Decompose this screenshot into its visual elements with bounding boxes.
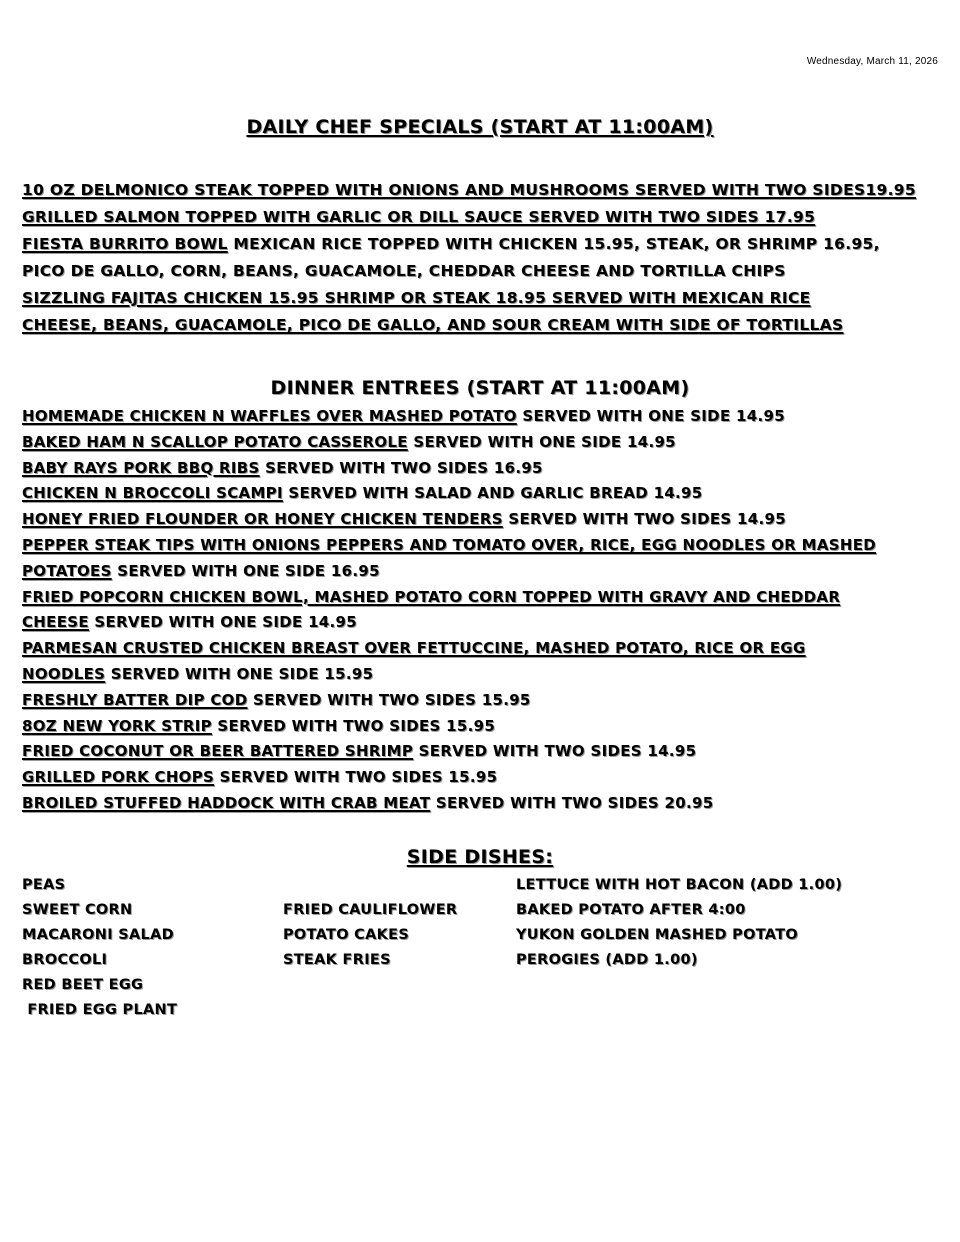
- list-item: HOMEMADE CHICKEN N WAFFLES OVER MASHED POTATO SERVED WITH ONE SIDE 14.95: [22, 407, 785, 425]
- list-item: PARMESAN CRUSTED CHICKEN BREAST OVER FETTUCCINE, MASHED POTATO, RICE OR EGG: [22, 639, 806, 658]
- list-item: MACARONI SALAD: [22, 927, 174, 943]
- specials-list: [22, 177, 938, 339]
- list-item: SWEET CORN: [22, 902, 133, 918]
- list-item: SIZZLING FAJITAS CHICKEN 15.95 SHRIMP OR STEAK 18.95 SERVED WITH MEXICAN RICE: [22, 289, 811, 307]
- list-item: BROILED STUFFED HADDOCK WITH CRAB MEAT SERVED WITH TWO SIDES 20.95: [22, 793, 714, 812]
- list-item: YUKON GOLDEN MASHED POTATO: [516, 927, 799, 943]
- list-item: GRILLED PORK CHOPS SERVED WITH TWO SIDES 15.95: [22, 768, 498, 787]
- list-item: FIESTA BURRITO BOWL MEXICAN RICE TOPPED WITH CHICKEN 15.95, STEAK, OR SHRIMP 16.95,: [22, 235, 880, 253]
- sides-column-3: [516, 873, 842, 973]
- list-item: CHICKEN N BROCCOLI SCAMPI SERVED WITH SALAD AND GARLIC BREAD 14.95: [22, 484, 703, 503]
- list-item: FRIED COCONUT OR BEER BATTERED SHRIMP SERVED WITH TWO SIDES 14.95: [22, 742, 697, 761]
- list-item: PICO DE GALLO, CORN, BEANS, GUACAMOLE, CHEDDAR CHEESE AND TORTILLA CHIPS: [22, 262, 786, 280]
- list-item: FRIED EGG PLANT: [22, 1002, 178, 1018]
- list-item: CHEESE, BEANS, GUACAMOLE, PICO DE GALLO, AND SOUR CREAM WITH SIDE OF TORTILLAS: [22, 316, 844, 334]
- specials-title: DAILY CHEF SPECIALS (START AT 11:00AM): [246, 116, 714, 138]
- list-item: BABY RAYS PORK BBQ RIBS SERVED WITH TWO SIDES 16.95: [22, 458, 543, 477]
- list-item: FRIED POPCORN CHICKEN BOWL, MASHED POTATO CORN TOPPED WITH GRAVY AND CHEDDAR: [22, 587, 841, 606]
- list-item: 10 OZ DELMONICO STEAK TOPPED WITH ONIONS AND MUSHROOMS SERVED WITH TWO SIDES19.95: [22, 181, 916, 199]
- entrees-list: [22, 404, 938, 817]
- list-item: POTATOES SERVED WITH ONE SIDE 16.95: [22, 561, 380, 580]
- list-item: PEROGIES (ADD 1.00): [516, 952, 698, 968]
- list-item: BROCCOLI: [22, 952, 108, 968]
- entrees-title: DINNER ENTREES (START AT 11:00AM): [270, 377, 690, 399]
- list-item: LETTUCE WITH HOT BACON (ADD 1.00): [516, 877, 843, 893]
- list-item: CHEESE SERVED WITH ONE SIDE 14.95: [22, 613, 358, 632]
- list-item: POTATO CAKES: [283, 927, 410, 943]
- list-item: GRILLED SALMON TOPPED WITH GARLIC OR DILL SAUCE SERVED WITH TWO SIDES 17.95: [22, 208, 816, 226]
- sides-title: SIDE DISHES:: [406, 846, 554, 868]
- list-item: PEPPER STEAK TIPS WITH ONIONS PEPPERS AND TOMATO OVER, RICE, EGG NOODLES OR MASHED: [22, 535, 877, 554]
- list-item: FRESHLY BATTER DIP COD SERVED WITH TWO SIDES 15.95: [22, 690, 531, 709]
- list-item: RED BEET EGG: [22, 977, 144, 993]
- list-item: 8OZ NEW YORK STRIP SERVED WITH TWO SIDES 15.95: [22, 716, 496, 735]
- list-item: NOODLES SERVED WITH ONE SIDE 15.95: [22, 664, 374, 683]
- sides-column-1: [22, 873, 177, 1023]
- list-item: FRIED CAULIFLOWER: [283, 902, 458, 918]
- list-item: PEAS: [22, 877, 66, 893]
- sides-column-2: [283, 873, 457, 973]
- list-item: HONEY FRIED FLOUNDER OR HONEY CHICKEN TENDERS SERVED WITH TWO SIDES 14.95: [22, 510, 787, 529]
- print-date: Wednesday, March 11, 2026: [806, 56, 938, 67]
- list-item: BAKED HAM N SCALLOP POTATO CASSEROLE SERVED WITH ONE SIDE 14.95: [22, 432, 676, 451]
- list-item: [283, 873, 457, 898]
- list-item: STEAK FRIES: [283, 952, 391, 968]
- list-item: BAKED POTATO AFTER 4:00: [516, 902, 746, 918]
